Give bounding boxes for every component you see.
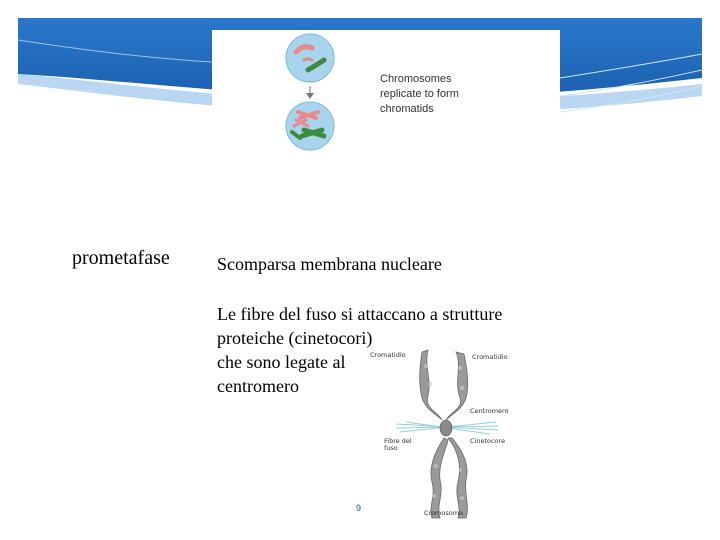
replication-figure (212, 30, 560, 152)
label-cromatide-left: Cromatidio (370, 351, 406, 359)
label-cinetocore: Cinetocore (470, 437, 506, 445)
point-spindle-fibers: Le fibre del fuso si attaccano a strutture proteiche (cinetocori) che sono legate al centromero (217, 304, 503, 396)
label-cromosoma: Cromosoma (424, 509, 464, 517)
phase-name: prometafase (72, 247, 170, 269)
centromere-mark (440, 420, 452, 436)
label-fibre: Fibre del fuso (384, 437, 412, 452)
chromosome-micrograph (366, 346, 512, 522)
label-cromatide-right: Cromatidio (472, 353, 508, 361)
chromosome-image (366, 346, 512, 522)
figure-caption: Chromosomes replicate to form chromatids (380, 73, 459, 115)
slide-number: 9 (356, 503, 362, 513)
point-membrane: Scomparsa membrana nucleare (217, 254, 442, 274)
label-centromero: Centromero (470, 407, 509, 415)
down-arrow-icon (306, 86, 314, 99)
